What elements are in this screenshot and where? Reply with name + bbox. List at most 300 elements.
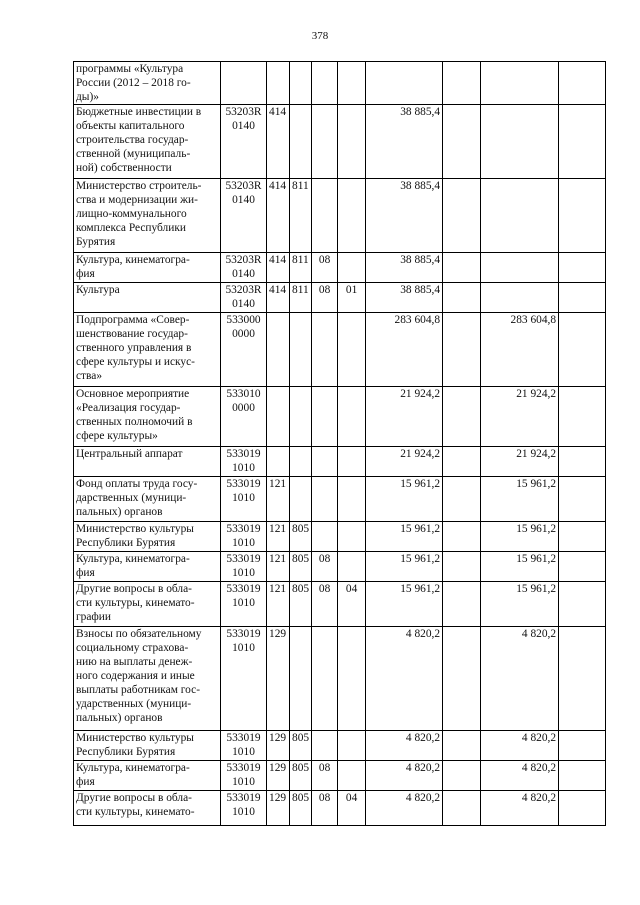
row-sum-2017-text: 38 885,4 (400, 106, 441, 118)
row-rz-text: 08 (318, 762, 331, 774)
row-gr-cell (290, 477, 312, 522)
table-row (74, 582, 606, 627)
row-vr-cell (267, 313, 290, 387)
row-name-line: Культура, кинематогра- (76, 553, 190, 565)
row-sum-2018-text: 21 924,2 (516, 448, 557, 460)
row-gr-cell (290, 731, 312, 761)
row-pr-cell (338, 253, 366, 283)
row-vr-cell (267, 731, 290, 761)
row-name-line: России (2012 – 2018 го- (76, 77, 191, 89)
row-sum-2018-text: 15 961,2 (516, 478, 557, 490)
row-sum-2017-text: 15 961,2 (400, 523, 441, 535)
row-empty-cell (559, 791, 606, 826)
row-vr-text: 414 (269, 180, 287, 192)
row-empty-cell (443, 522, 481, 552)
row-sum-2018-cell (481, 552, 559, 582)
table-row (74, 62, 606, 105)
row-csr-cell (221, 731, 267, 761)
table-row (74, 447, 606, 477)
table-row (74, 761, 606, 791)
row-pr-cell (338, 387, 366, 447)
row-vr-text: 121 (269, 523, 287, 535)
row-pr-cell (338, 791, 366, 826)
row-name-line: Основное мероприятие (76, 388, 190, 400)
row-sum-2018-text: 4 820,2 (521, 762, 557, 774)
row-empty-cell (443, 447, 481, 477)
row-csr-cell (221, 627, 267, 731)
row-vr-cell (267, 522, 290, 552)
row-sum-2018-cell (481, 387, 559, 447)
row-sum-2017-text: 15 961,2 (400, 583, 441, 595)
row-name-line: фия (76, 776, 95, 788)
row-pr-cell (338, 552, 366, 582)
table-body (74, 62, 606, 826)
row-pr-cell (338, 731, 366, 761)
row-name-line: Культура, кинематогра- (76, 762, 190, 774)
row-name-line: Министерство строитель- (76, 180, 202, 192)
row-csr-line: 533019 (226, 628, 261, 640)
row-gr-cell (290, 179, 312, 253)
row-sum-2018-text: 283 604,8 (510, 314, 557, 326)
row-name-line: Бурятия (76, 236, 116, 248)
row-csr-cell (221, 179, 267, 253)
row-csr-line: 1010 (232, 746, 255, 758)
row-name-cell (74, 179, 221, 253)
row-pr-text: 04 (345, 583, 358, 595)
row-sum-2018-text: 4 820,2 (521, 792, 557, 804)
row-csr-line: 0140 (232, 120, 255, 132)
row-sum-2018-cell (481, 253, 559, 283)
table-row (74, 731, 606, 761)
row-sum-2017-text: 15 961,2 (400, 478, 441, 490)
row-csr-cell (221, 791, 267, 826)
row-csr-cell (221, 761, 267, 791)
row-sum-2018-cell (481, 582, 559, 627)
row-empty-cell (443, 283, 481, 313)
row-csr-line: 1010 (232, 537, 255, 549)
row-name-line: Республики Бурятия (76, 537, 176, 549)
row-vr-text: 121 (269, 553, 287, 565)
row-empty-cell (559, 627, 606, 731)
row-rz-cell (312, 522, 338, 552)
row-csr-cell (221, 522, 267, 552)
row-vr-cell (267, 761, 290, 791)
row-sum-2018-cell (481, 791, 559, 826)
row-sum-2017-cell (366, 62, 443, 105)
row-empty-cell (559, 179, 606, 253)
row-gr-cell (290, 313, 312, 387)
row-empty-cell (443, 791, 481, 826)
row-sum-2017-cell (366, 387, 443, 447)
row-vr-cell (267, 791, 290, 826)
row-csr-line: 533019 (226, 523, 261, 535)
row-pr-cell (338, 447, 366, 477)
row-empty-cell (443, 731, 481, 761)
row-name-cell (74, 313, 221, 387)
row-name-line: «Реализация государ- (76, 402, 181, 414)
row-gr-text: 811 (292, 180, 309, 192)
row-name-line: Культура, кинематогра- (76, 254, 190, 266)
row-name-cell (74, 447, 221, 477)
row-csr-line: 533019 (226, 792, 261, 804)
row-csr-line: 533019 (226, 553, 261, 565)
row-rz-cell (312, 62, 338, 105)
table-row (74, 253, 606, 283)
row-name-cell (74, 582, 221, 627)
row-sum-2017-text: 283 604,8 (394, 314, 441, 326)
row-name-line: ной) собственности (76, 162, 172, 174)
row-name-cell (74, 731, 221, 761)
row-csr-line: 53203R (225, 284, 262, 296)
row-empty-cell (559, 582, 606, 627)
row-sum-2018-cell (481, 283, 559, 313)
row-pr-cell (338, 313, 366, 387)
row-name-cell (74, 477, 221, 522)
row-sum-2018-text: 15 961,2 (516, 553, 557, 565)
row-gr-cell (290, 582, 312, 627)
row-sum-2018-text: 15 961,2 (516, 583, 557, 595)
table-row (74, 627, 606, 731)
row-gr-cell (290, 522, 312, 552)
row-gr-text: 805 (292, 762, 310, 774)
row-csr-line: 0140 (232, 194, 255, 206)
row-rz-text: 08 (318, 583, 331, 595)
row-sum-2018-cell (481, 62, 559, 105)
row-sum-2018-cell (481, 761, 559, 791)
row-vr-cell (267, 62, 290, 105)
row-name-line: программы «Культура (76, 63, 184, 75)
row-csr-line: 0140 (232, 298, 255, 310)
row-vr-text: 129 (269, 792, 287, 804)
row-csr-line: 53203R (225, 254, 262, 266)
row-csr-cell (221, 62, 267, 105)
row-name-line: Центральный аппарат (76, 448, 183, 460)
row-sum-2017-cell (366, 791, 443, 826)
row-name-line: ды)» (76, 91, 99, 103)
row-gr-cell (290, 253, 312, 283)
row-gr-cell (290, 62, 312, 105)
row-rz-cell (312, 179, 338, 253)
row-pr-cell (338, 761, 366, 791)
row-gr-cell (290, 283, 312, 313)
row-sum-2017-cell (366, 313, 443, 387)
row-name-cell (74, 283, 221, 313)
row-csr-cell (221, 447, 267, 477)
row-rz-cell (312, 313, 338, 387)
row-csr-line: 533019 (226, 448, 261, 460)
row-rz-cell (312, 731, 338, 761)
row-empty-cell (559, 387, 606, 447)
row-vr-cell (267, 447, 290, 477)
row-empty-cell (443, 387, 481, 447)
row-rz-text: 08 (318, 553, 331, 565)
row-name-line: лищно-коммунального (76, 208, 187, 220)
row-sum-2017-cell (366, 253, 443, 283)
row-sum-2017-cell (366, 731, 443, 761)
row-empty-cell (559, 522, 606, 552)
row-empty-cell (443, 313, 481, 387)
row-sum-2018-cell (481, 627, 559, 731)
row-name-line: ственного управления в (76, 342, 192, 354)
row-name-line: ства» (76, 370, 103, 382)
row-gr-text: 805 (292, 583, 310, 595)
row-vr-cell (267, 627, 290, 731)
row-sum-2017-cell (366, 105, 443, 179)
row-csr-cell (221, 105, 267, 179)
row-name-line: ственной (муниципаль- (76, 148, 191, 160)
row-sum-2017-cell (366, 761, 443, 791)
row-name-line: фия (76, 268, 95, 280)
row-vr-cell (267, 387, 290, 447)
row-csr-cell (221, 253, 267, 283)
row-name-cell (74, 522, 221, 552)
row-name-line: ственных полномочий в (76, 416, 193, 428)
row-sum-2017-cell (366, 477, 443, 522)
row-name-line: сфере культуры» (76, 430, 158, 442)
row-sum-2018-text: 4 820,2 (521, 628, 557, 640)
row-empty-cell (443, 582, 481, 627)
row-rz-cell (312, 627, 338, 731)
row-name-line: Фонд оплаты труда госу- (76, 478, 198, 490)
row-vr-text: 121 (269, 583, 287, 595)
row-name-line: объекты капитального (76, 120, 185, 132)
row-name-line: Подпрограмма «Совер- (76, 314, 190, 326)
row-csr-line: 1010 (232, 597, 255, 609)
row-sum-2017-text: 4 820,2 (405, 628, 441, 640)
row-empty-cell (443, 62, 481, 105)
table-row (74, 477, 606, 522)
row-csr-line: 1010 (232, 642, 255, 654)
row-name-line: Другие вопросы в обла- (76, 792, 192, 804)
row-sum-2017-text: 21 924,2 (400, 448, 441, 460)
row-csr-cell (221, 283, 267, 313)
row-vr-text: 414 (269, 106, 287, 118)
row-pr-cell (338, 62, 366, 105)
row-sum-2017-text: 21 924,2 (400, 388, 441, 400)
row-name-cell (74, 627, 221, 731)
row-sum-2018-cell (481, 179, 559, 253)
row-gr-text: 805 (292, 732, 310, 744)
row-sum-2018-cell (481, 105, 559, 179)
row-name-line: дарственных (муници- (76, 492, 187, 504)
row-csr-line: 0000 (232, 328, 255, 340)
row-name-line: комплекса Республики (76, 222, 186, 234)
row-sum-2018-text: 15 961,2 (516, 523, 557, 535)
row-rz-cell (312, 477, 338, 522)
row-sum-2017-cell (366, 552, 443, 582)
row-vr-cell (267, 582, 290, 627)
row-vr-text: 414 (269, 284, 287, 296)
row-sum-2018-cell (481, 477, 559, 522)
row-vr-cell (267, 552, 290, 582)
row-pr-cell (338, 627, 366, 731)
table-row (74, 552, 606, 582)
row-empty-cell (559, 313, 606, 387)
table-row (74, 313, 606, 387)
row-csr-line: 533019 (226, 732, 261, 744)
row-gr-cell (290, 105, 312, 179)
row-name-cell (74, 253, 221, 283)
row-vr-cell (267, 105, 290, 179)
row-name-line: сфере культуры и искус- (76, 356, 195, 368)
row-rz-cell (312, 105, 338, 179)
row-empty-cell (559, 253, 606, 283)
table-row (74, 283, 606, 313)
row-name-line: сти культуры, кинемато- (76, 806, 195, 818)
row-name-line: Бюджетные инвестиции в (76, 106, 202, 118)
row-sum-2017-text: 38 885,4 (400, 254, 441, 266)
row-name-cell (74, 552, 221, 582)
row-rz-cell (312, 447, 338, 477)
row-empty-cell (443, 253, 481, 283)
row-gr-text: 805 (292, 523, 310, 535)
row-pr-cell (338, 582, 366, 627)
row-name-line: ства и модернизации жи- (76, 194, 198, 206)
row-rz-text: 08 (318, 284, 331, 296)
row-sum-2017-text: 4 820,2 (405, 732, 441, 744)
row-gr-cell (290, 447, 312, 477)
row-csr-line: 533000 (226, 314, 261, 326)
row-sum-2017-cell (366, 522, 443, 552)
row-sum-2017-text: 15 961,2 (400, 553, 441, 565)
row-pr-cell (338, 179, 366, 253)
row-vr-text: 129 (269, 732, 287, 744)
row-csr-line: 0000 (232, 402, 255, 414)
row-name-line: графии (76, 611, 111, 623)
row-vr-text: 121 (269, 478, 287, 490)
row-name-line: Министерство культуры (76, 732, 194, 744)
row-sum-2017-text: 4 820,2 (405, 762, 441, 774)
row-rz-text: 08 (318, 792, 331, 804)
table-row (74, 387, 606, 447)
row-csr-line: 1010 (232, 567, 255, 579)
row-sum-2017-cell (366, 447, 443, 477)
row-gr-cell (290, 627, 312, 731)
row-csr-line: 1010 (232, 776, 255, 788)
row-sum-2018-text: 21 924,2 (516, 388, 557, 400)
row-sum-2017-text: 38 885,4 (400, 180, 441, 192)
row-rz-cell (312, 791, 338, 826)
row-name-line: пальных) органов (76, 712, 163, 724)
row-name-line: Взносы по обязательному (76, 628, 202, 640)
row-name-line: пальных) органов (76, 506, 163, 518)
row-csr-line: 533019 (226, 478, 261, 490)
page-number: 378 (311, 30, 329, 42)
row-pr-cell (338, 105, 366, 179)
row-csr-line: 533010 (226, 388, 261, 400)
row-sum-2018-text: 4 820,2 (521, 732, 557, 744)
row-sum-2018-cell (481, 522, 559, 552)
row-rz-cell (312, 552, 338, 582)
row-name-cell (74, 62, 221, 105)
row-csr-cell (221, 477, 267, 522)
row-vr-cell (267, 477, 290, 522)
row-csr-line: 533019 (226, 762, 261, 774)
row-gr-cell (290, 552, 312, 582)
table-row (74, 105, 606, 179)
row-vr-text: 414 (269, 254, 287, 266)
row-empty-cell (443, 627, 481, 731)
row-csr-cell (221, 552, 267, 582)
row-pr-cell (338, 477, 366, 522)
table-row (74, 791, 606, 826)
row-csr-cell (221, 582, 267, 627)
row-empty-cell (443, 105, 481, 179)
row-name-line: Республики Бурятия (76, 746, 176, 758)
row-vr-cell (267, 179, 290, 253)
row-empty-cell (559, 447, 606, 477)
row-name-cell (74, 791, 221, 826)
row-rz-text: 08 (318, 254, 331, 266)
row-name-line: ного содержания и иные (76, 670, 195, 682)
row-csr-line: 0140 (232, 268, 255, 280)
row-pr-cell (338, 522, 366, 552)
row-gr-text: 805 (292, 553, 310, 565)
row-rz-cell (312, 253, 338, 283)
row-sum-2018-cell (481, 447, 559, 477)
row-empty-cell (559, 283, 606, 313)
budget-table (73, 61, 606, 826)
row-name-cell (74, 105, 221, 179)
table-row (74, 179, 606, 253)
row-name-line: Министерство культуры (76, 523, 194, 535)
row-sum-2017-cell (366, 179, 443, 253)
row-name-line: фия (76, 567, 95, 579)
row-sum-2017-text: 4 820,2 (405, 792, 441, 804)
row-sum-2018-cell (481, 731, 559, 761)
row-pr-text: 01 (345, 284, 358, 296)
row-csr-cell (221, 387, 267, 447)
row-name-line: социальному страхова- (76, 642, 189, 654)
row-empty-cell (559, 105, 606, 179)
row-name-line: нию на выплаты денеж- (76, 656, 193, 668)
row-empty-cell (443, 552, 481, 582)
row-empty-cell (443, 477, 481, 522)
row-gr-text: 811 (292, 284, 309, 296)
row-rz-cell (312, 387, 338, 447)
row-gr-text: 805 (292, 792, 310, 804)
row-empty-cell (559, 731, 606, 761)
row-name-line: строительства государ- (76, 134, 189, 146)
row-csr-cell (221, 313, 267, 387)
row-name-line: сти культуры, кинемато- (76, 597, 195, 609)
row-empty-cell (443, 179, 481, 253)
row-csr-line: 53203R (225, 180, 262, 192)
row-sum-2017-cell (366, 627, 443, 731)
row-empty-cell (559, 62, 606, 105)
row-name-line: Другие вопросы в обла- (76, 583, 192, 595)
row-rz-cell (312, 582, 338, 627)
row-name-line: ударственных (муници- (76, 698, 192, 710)
row-rz-cell (312, 283, 338, 313)
row-name-cell (74, 387, 221, 447)
row-vr-text: 129 (269, 762, 287, 774)
row-sum-2017-cell (366, 283, 443, 313)
row-empty-cell (559, 761, 606, 791)
row-empty-cell (559, 477, 606, 522)
row-csr-line: 1010 (232, 806, 255, 818)
row-gr-cell (290, 387, 312, 447)
row-empty-cell (443, 761, 481, 791)
row-name-line: Культура (76, 284, 120, 296)
row-sum-2017-cell (366, 582, 443, 627)
row-csr-line: 1010 (232, 492, 255, 504)
row-name-line: шенствование государ- (76, 328, 188, 340)
row-pr-cell (338, 283, 366, 313)
row-sum-2018-cell (481, 313, 559, 387)
row-gr-cell (290, 761, 312, 791)
row-csr-line: 53203R (225, 106, 262, 118)
